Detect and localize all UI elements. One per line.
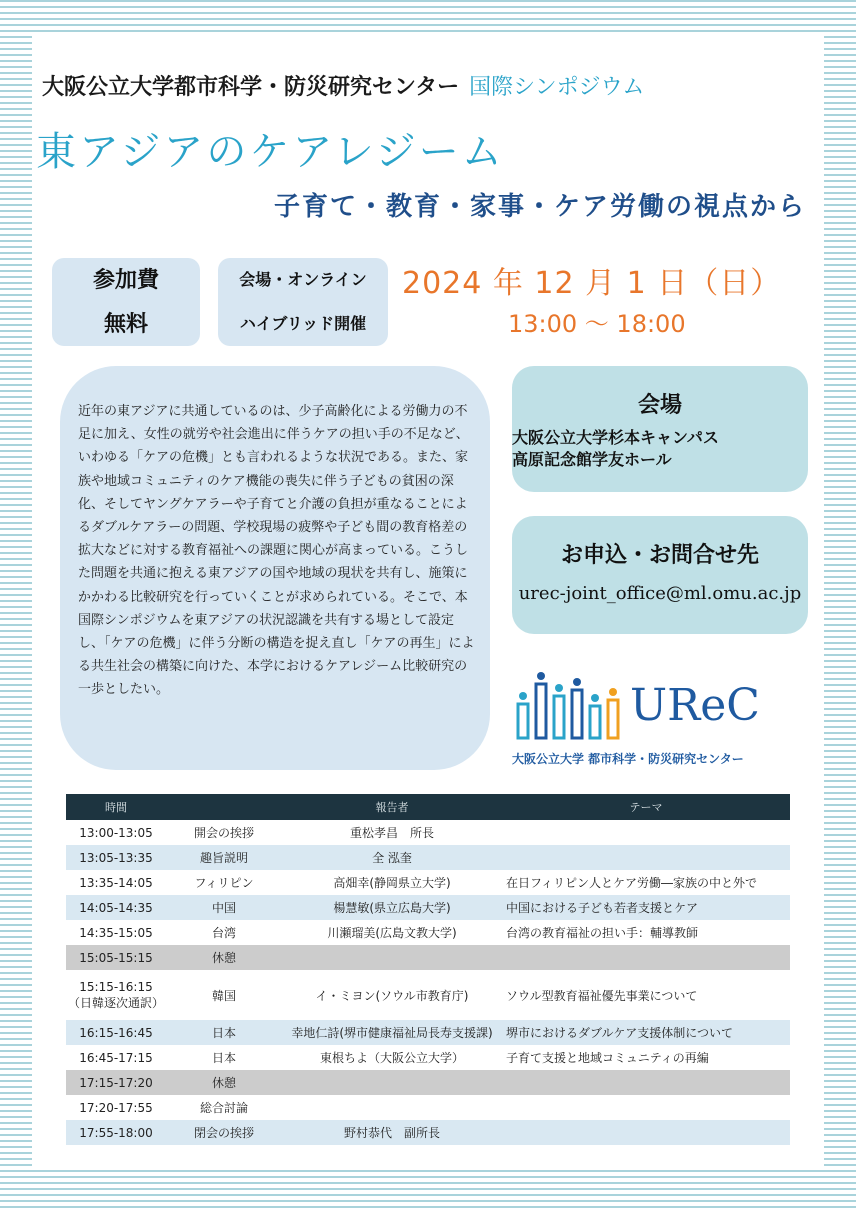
theme-cell xyxy=(502,1095,790,1120)
theme-cell xyxy=(502,820,790,845)
schedule-header-row xyxy=(66,794,790,820)
country-cell: 休憩 xyxy=(166,1070,282,1095)
speaker-cell: 重松孝昌 所長 xyxy=(282,820,502,845)
time-cell: 16:15-16:45 xyxy=(66,1020,166,1045)
header-blank xyxy=(166,794,282,820)
table-row xyxy=(66,895,790,920)
table-row xyxy=(66,1095,790,1120)
time-range: 15:15-16:15 xyxy=(79,979,153,994)
contact-email[interactable]: urec-joint_office@ml.omu.ac.jp xyxy=(518,583,802,604)
time-cell: 15:05-15:15 xyxy=(66,945,166,970)
intro-text: 近年の東アジアに共通しているのは、少子高齢化による労働力の不足に加え、女性の就労や社会進出に伴うケアの担い手の不足など、いわゆる「ケアの危機」とも言われるような状況である。また、家族や地域コミュニティのケア機能の喪失に伴う子どもの貧困の深化、そしてヤングケアラーや子育てと介護の負担が重なることによるダブルケアラーの問題、学校現場の疲弊や子ども間の教育格差の拡大などに対する教育福祉への課題に関心が高まっている。こうした問題を共通に抱える東アジアの国や地域の現状を共有し、施策にかかわる比較研究を行っていくことが求められている。そこで、本国際シンポジウムを東アジアの状況認識を共有する場として設定し、「ケアの危機」に伴う分断の構造を捉え直し「ケアの再生」による共生社会の構築に向けた、本学におけるケアレジーム比較研究の一歩としたい。 xyxy=(60,366,490,770)
country-cell: 韓国 xyxy=(166,970,282,1020)
theme-cell: 台湾の教育福祉の担い手：輔導教師 xyxy=(502,920,790,945)
speaker-cell: イ・ミヨン(ソウル市教育庁) xyxy=(282,970,502,1020)
country-cell: 中国 xyxy=(166,895,282,920)
speaker-cell: 幸地仁詩(堺市健康福祉局長寿支援課) xyxy=(282,1020,502,1045)
fee-box xyxy=(52,258,200,346)
country-cell: 総合討論 xyxy=(166,1095,282,1120)
speaker-cell: 川瀬瑠美(広島文教大学) xyxy=(282,920,502,945)
flyer-sheet xyxy=(32,36,824,1168)
event-time: 13:00 ～ 18:00 xyxy=(508,310,686,338)
country-cell: フィリピン xyxy=(166,870,282,895)
interpretation-note: （日韓逐次通訳） xyxy=(67,995,164,1010)
table-row xyxy=(66,1020,790,1045)
speaker-cell: 楊慧敏(県立広島大学) xyxy=(282,895,502,920)
fee-label: 参加費 xyxy=(92,267,159,293)
theme-cell: 中国における子ども若者支援とケア xyxy=(502,895,790,920)
time-cell: 13:05-13:35 xyxy=(66,845,166,870)
table-row xyxy=(66,870,790,895)
table-row xyxy=(66,1120,790,1145)
venue-line1: 大阪公立大学杉本キャンパス xyxy=(512,428,719,447)
country-cell: 日本 xyxy=(166,1045,282,1070)
venue-heading: 会場 xyxy=(637,392,682,418)
country-cell: 休憩 xyxy=(166,945,282,970)
header-time: 時間 xyxy=(66,794,166,820)
format-line1: 会場・オンライン xyxy=(239,270,367,289)
speaker-cell: 全 泓奎 xyxy=(282,845,502,870)
venue-box xyxy=(512,366,808,492)
time-cell: 14:35-15:05 xyxy=(66,920,166,945)
fee-value: 無料 xyxy=(103,311,148,337)
country-cell: 閉会の挨拶 xyxy=(166,1120,282,1145)
table-row xyxy=(66,970,790,1020)
header-theme: テーマ xyxy=(502,794,790,820)
speaker-cell xyxy=(282,1070,502,1095)
time-cell: 16:45-17:15 xyxy=(66,1045,166,1070)
country-cell: 日本 xyxy=(166,1020,282,1045)
event-type: 国際シンポジウム xyxy=(469,75,645,100)
theme-cell: 子育て支援と地域コミュニティの再編 xyxy=(502,1045,790,1070)
contact-heading: お申込・お問合せ先 xyxy=(560,542,759,568)
organizer-line xyxy=(42,70,644,101)
logo-figures-icon xyxy=(512,666,628,746)
table-row xyxy=(66,845,790,870)
time-cell: 13:35-14:05 xyxy=(66,870,166,895)
table-row xyxy=(66,820,790,845)
table-row xyxy=(66,1070,790,1095)
theme-cell xyxy=(502,1070,790,1095)
theme-cell xyxy=(502,1120,790,1145)
speaker-cell xyxy=(282,1095,502,1120)
speaker-cell xyxy=(282,945,502,970)
event-date: 2024 年 12 月 1 日（日） xyxy=(402,266,782,301)
main-title: 東アジアのケアレジーム xyxy=(36,129,505,175)
venue-line2: 高原記念館学友ホール xyxy=(512,450,672,469)
format-box xyxy=(218,258,388,346)
table-row xyxy=(66,920,790,945)
time-cell: 13:00-13:05 xyxy=(66,820,166,845)
contact-box xyxy=(512,516,808,634)
theme-cell xyxy=(502,845,790,870)
speaker-cell: 高畑幸(静岡県立大学) xyxy=(282,870,502,895)
theme-cell: 在日フィリピン人とケア労働―家族の中と外で xyxy=(502,870,790,895)
country-cell: 開会の挨拶 xyxy=(166,820,282,845)
time-cell: 17:15-17:20 xyxy=(66,1070,166,1095)
theme-cell xyxy=(502,945,790,970)
format-line2: ハイブリッド開催 xyxy=(239,314,367,333)
speaker-cell: 東根ちよ（大阪公立大学） xyxy=(282,1045,502,1070)
subtitle: 子育て・教育・家事・ケア労働の視点から xyxy=(273,192,806,222)
table-row xyxy=(66,1045,790,1070)
table-row xyxy=(66,945,790,970)
time-cell: 17:20-17:55 xyxy=(66,1095,166,1120)
country-cell: 趣旨説明 xyxy=(166,845,282,870)
speaker-cell: 野村恭代 副所長 xyxy=(282,1120,502,1145)
time-cell: 17:55-18:00 xyxy=(66,1120,166,1145)
schedule-table xyxy=(66,794,790,1145)
urec-logo xyxy=(512,662,812,772)
logo-subtitle: 大阪公立大学 都市科学・防災研究センター xyxy=(512,752,744,766)
time-cell xyxy=(66,970,166,1020)
time-cell: 14:05-14:35 xyxy=(66,895,166,920)
logo-text: UReC xyxy=(630,680,760,731)
country-cell: 台湾 xyxy=(166,920,282,945)
theme-cell: ソウル型教育福祉優先事業について xyxy=(502,970,790,1020)
organizer-name: 大阪公立大学都市科学・防災研究センター xyxy=(42,75,460,100)
schedule-body xyxy=(66,820,790,1145)
header-speaker: 報告者 xyxy=(282,794,502,820)
theme-cell: 堺市におけるダブルケア支援体制について xyxy=(502,1020,790,1045)
